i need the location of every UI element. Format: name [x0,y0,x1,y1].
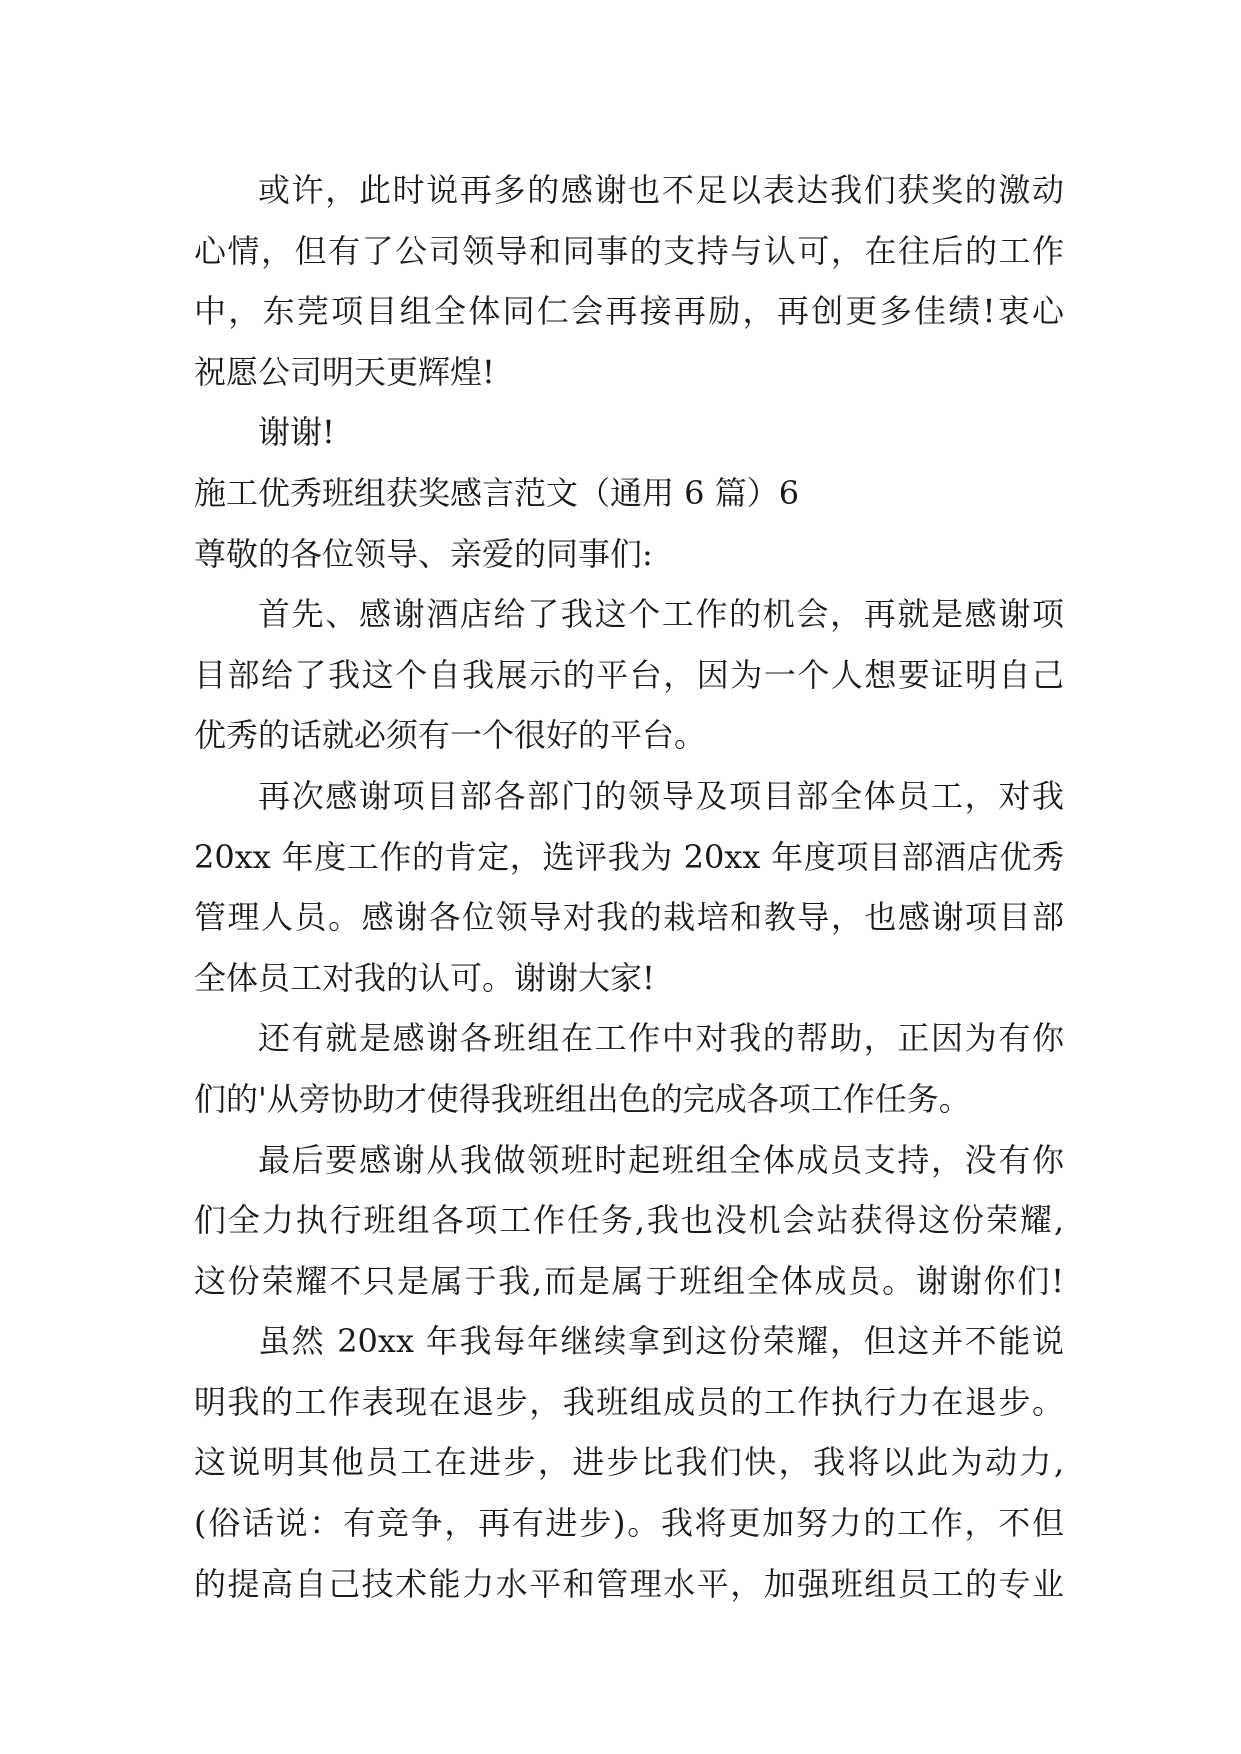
paragraph-line: 再次感谢项目部各部门的领导及项目部全体员工，对我 [258,776,1064,815]
paragraph-line: 明我的工作表现在退步，我班组成员的工作执行力在退步。 [194,1382,1064,1421]
paragraph-line: 还有就是感谢各班组在工作中对我的帮助，正因为有你 [258,1019,1064,1058]
paragraph-line: 这份荣耀不只是属于我,而是属于班组全体成员。谢谢你们! [194,1261,1064,1300]
paragraph-line: 首先、感谢酒店给了我这个工作的机会，再就是感谢项 [258,595,1064,634]
salutation: 尊敬的各位领导、亲爱的同事们: [194,534,653,573]
paragraph-line: 或许，此时说再多的感谢也不足以表达我们获奖的激动 [258,171,1064,209]
paragraph-line: (俗话说：有竞争，再有进步)。我将更加努力的工作，不但 [194,1504,1064,1543]
paragraph-line: 中，东莞项目组全体同仁会再接再励，再创更多佳绩!衷心 [194,292,1064,331]
paragraph-line: 这说明其他员工在进步，进步比我们快，我将以此为动力, [194,1443,1064,1482]
section-title: 施工优秀班组获奖感言范文（通用 6 篇）6 [194,473,800,512]
paragraph-line: 们的'从旁协助才使得我班组出色的完成各项工作任务。 [194,1079,971,1118]
paragraph-line: 优秀的话就必须有一个很好的平台。 [194,716,707,755]
paragraph-line: 20xx 年度工作的肯定，选评我为 20xx 年度项目部酒店优秀 [194,837,1064,876]
paragraph-line: 谢谢! [258,413,335,452]
paragraph-line: 最后要感谢从我做领班时起班组全体成员支持，没有你 [258,1140,1064,1179]
paragraph-line: 全体员工对我的认可。谢谢大家! [194,958,655,997]
paragraph-line: 虽然 20xx 年我每年继续拿到这份荣耀，但这并不能说 [258,1322,1064,1361]
paragraph-line: 心情，但有了公司领导和同事的支持与认可，在往后的工作 [194,231,1064,270]
document-body [194,160,1064,1614]
paragraph-line: 们全力执行班组各项工作任务,我也没机会站获得这份荣耀, [194,1201,1064,1240]
paragraph-line: 目部给了我这个自我展示的平台，因为一个人想要证明自己 [194,655,1064,694]
paragraph-line: 祝愿公司明天更辉煌! [194,352,495,391]
paragraph-line: 的提高自己技术能力水平和管理水平，加强班组员工的专业 [194,1564,1064,1603]
paragraph-line: 管理人员。感谢各位领导对我的栽培和教导，也感谢项目部 [194,898,1064,937]
